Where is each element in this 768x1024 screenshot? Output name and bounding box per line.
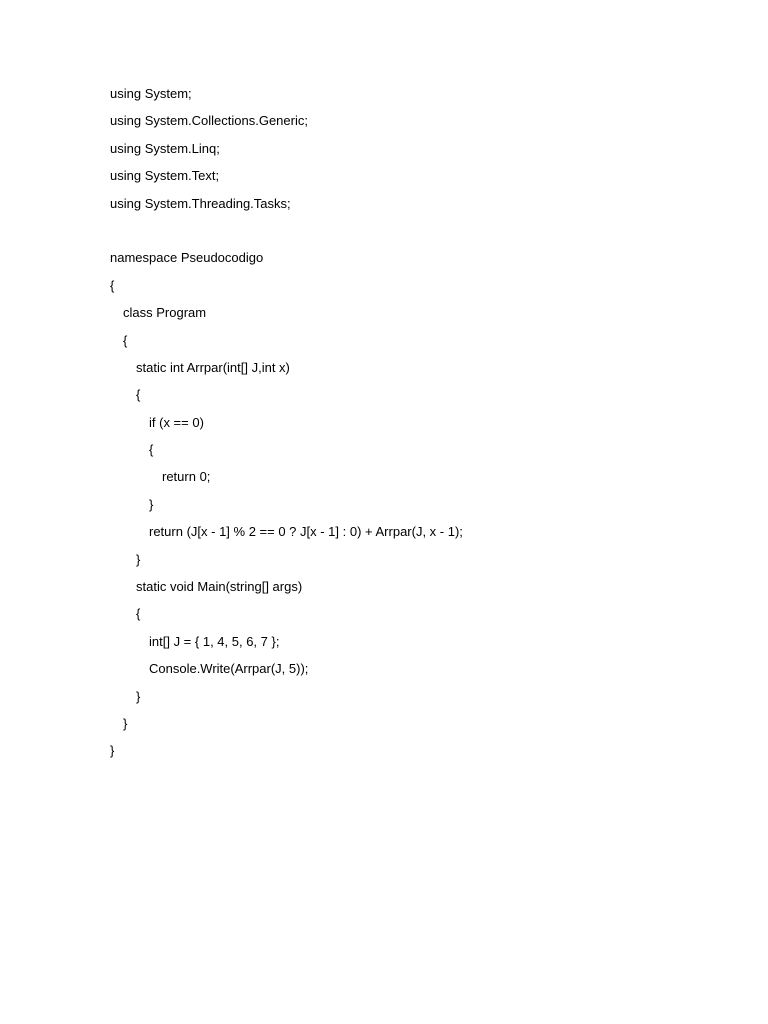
code-line: } [110,743,115,759]
code-line: using System.Linq; [110,140,220,156]
code-line: static int Arrpar(int[] J,int x) [136,359,290,375]
code-line: } [149,496,154,512]
code-line: return 0; [162,469,211,485]
code-line: if (x == 0) [149,414,204,430]
code-line: Console.Write(Arrpar(J, 5)); [149,661,309,677]
code-line: { [123,332,128,348]
code-line: } [123,715,128,731]
blank-line [110,221,730,248]
code-line: using System.Text; [110,168,220,184]
code-block [110,84,730,769]
code-line: { [136,606,141,622]
code-line: { [149,442,154,458]
code-line: using System.Threading.Tasks; [110,195,291,211]
code-line: using System.Collections.Generic; [110,113,308,129]
code-line: using System; [110,86,192,101]
code-line: return (J[x - 1] % 2 == 0 ? J[x - 1] : 0) + Arrpar(J, x - 1); [149,524,463,540]
code-line: int[] J = { 1, 4, 5, 6, 7 }; [149,633,280,649]
code-line: static void Main(string[] args) [136,579,303,595]
code-line: { [110,277,115,293]
code-line: namespace Pseudocodigo [110,250,264,266]
code-line: } [136,688,141,704]
code-line: } [136,551,141,567]
code-line: { [136,387,141,403]
code-line: class Program [123,305,207,321]
